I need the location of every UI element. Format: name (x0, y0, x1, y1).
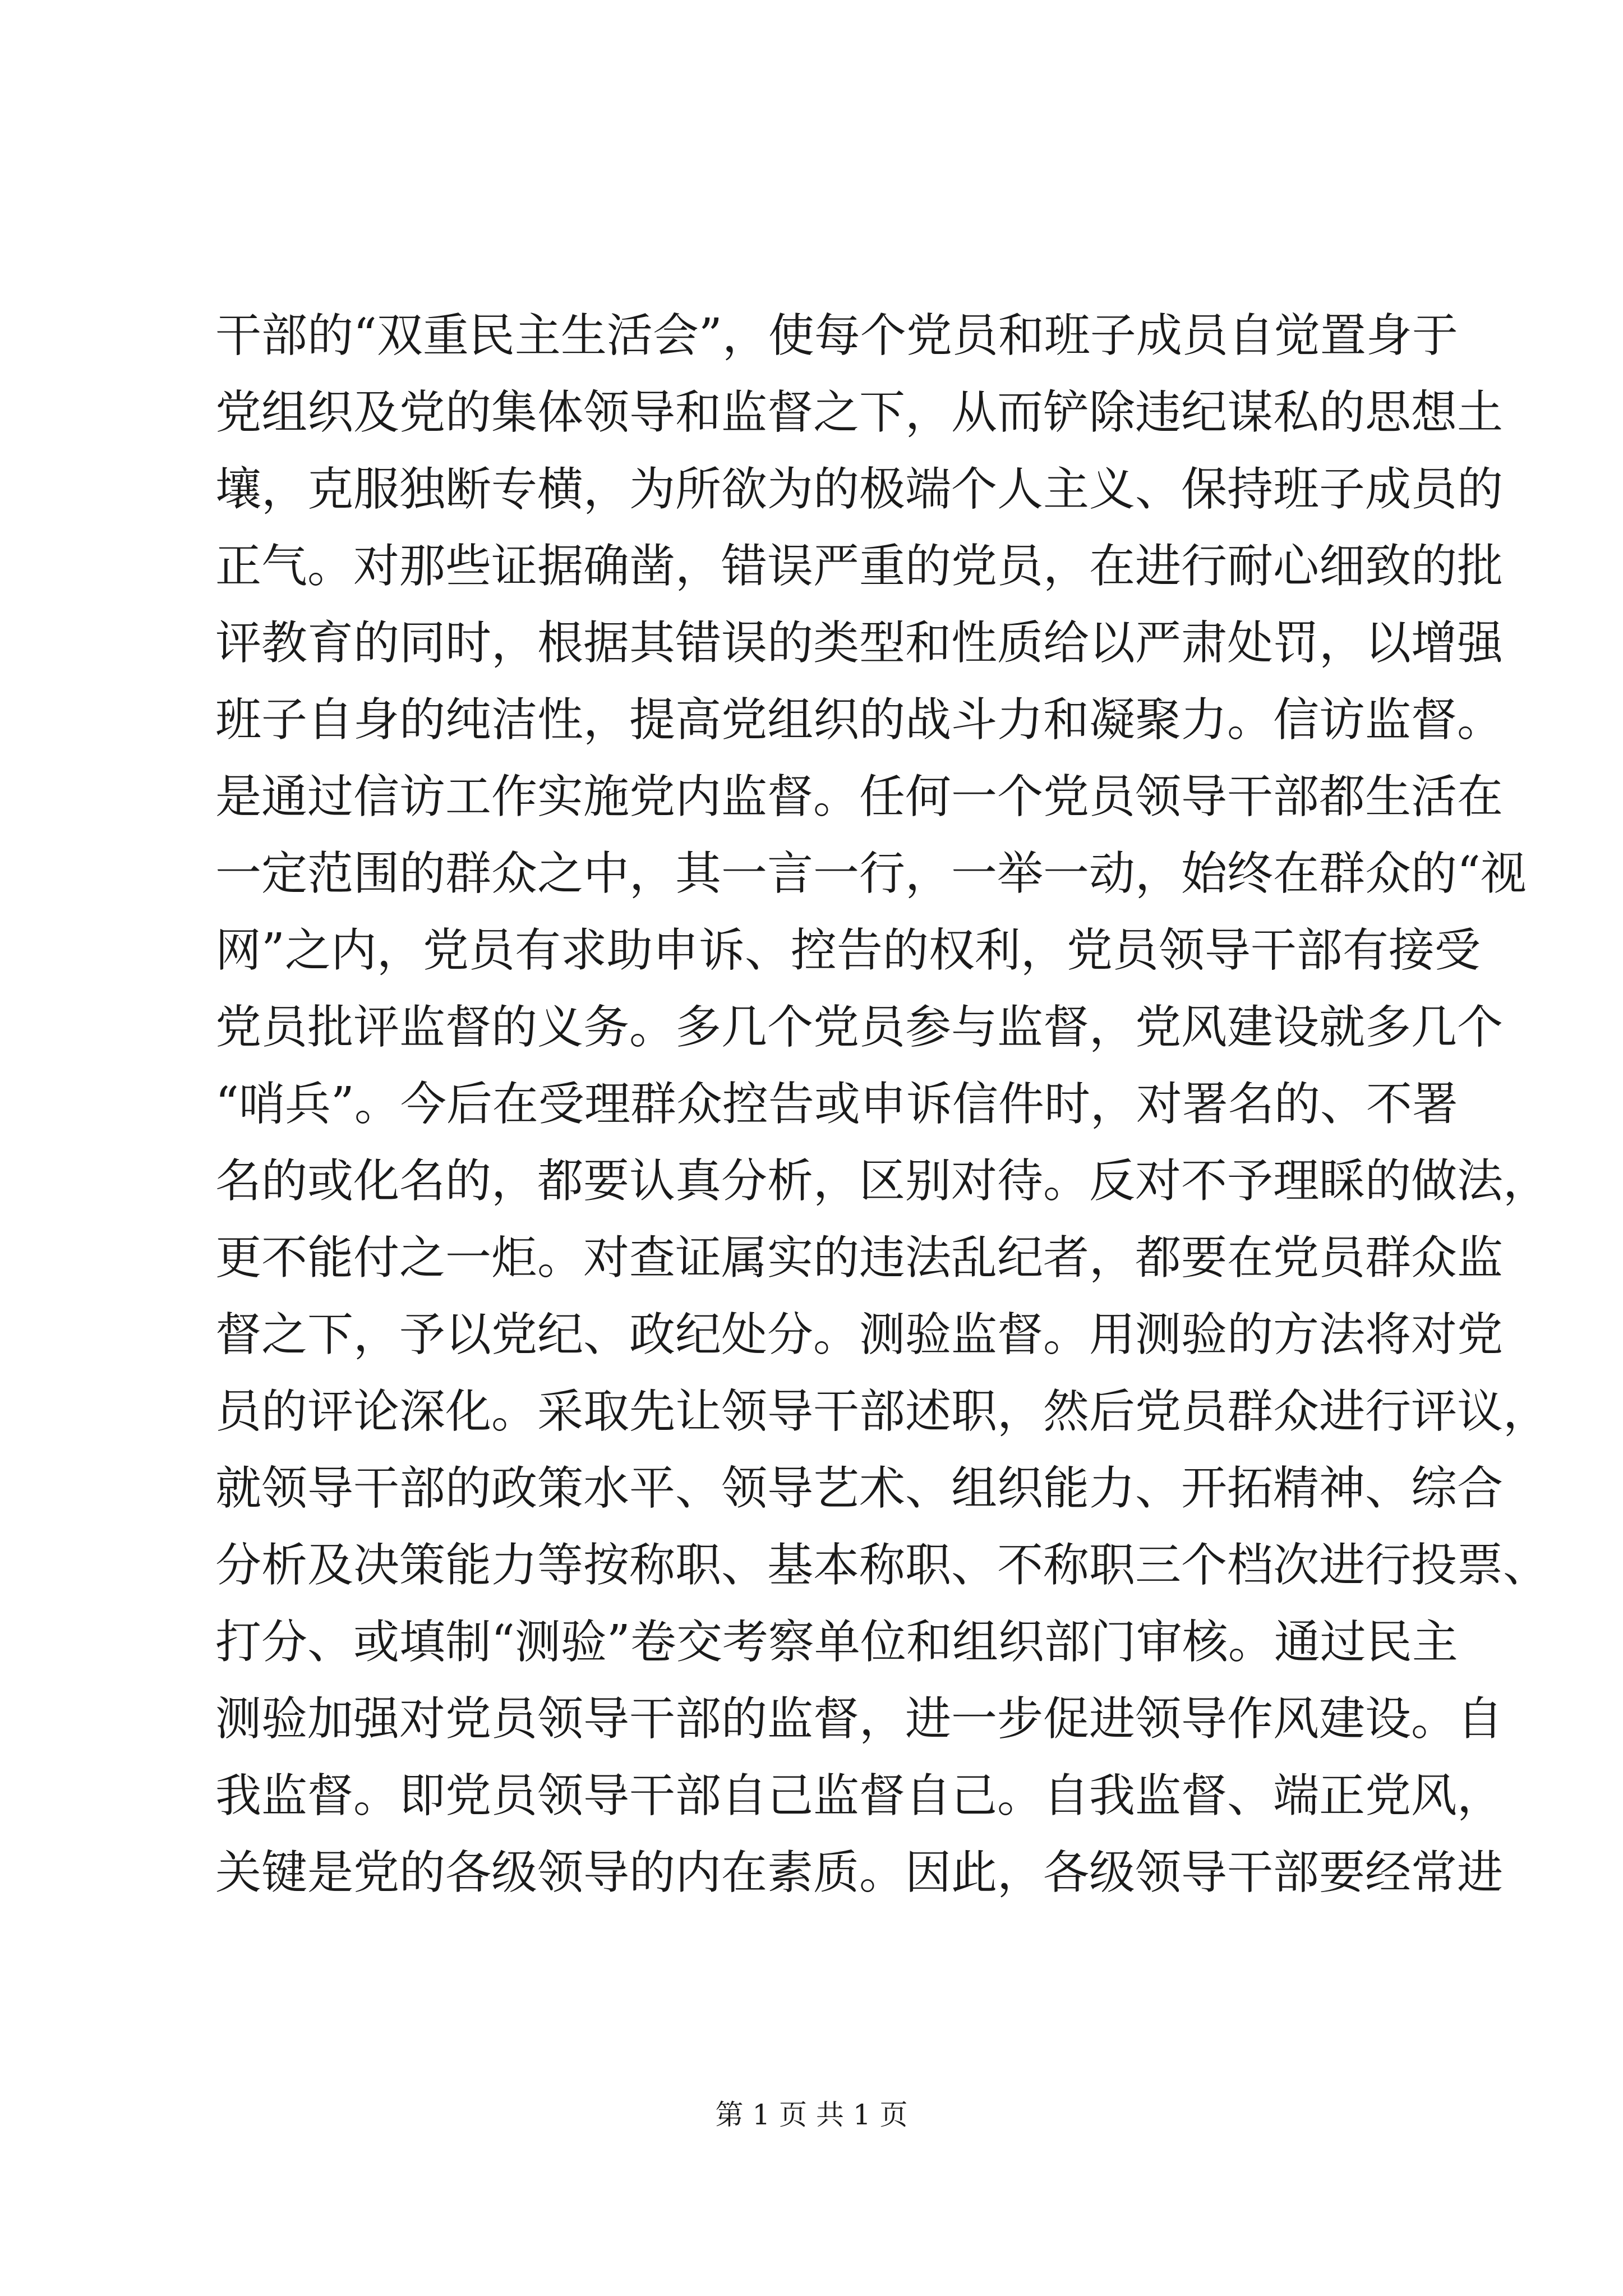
text-line-1: 干部的“双重民主生活会”，使每个党员和班子成员自觉置身于 (215, 309, 1458, 362)
text-line-12: 名的或化名的，都要认真分析，区别对待。反对不予理睬的做法， (215, 1154, 1550, 1208)
text-line-14: 督之下，予以党纪、政纪处分。测验监督。用测验的方法将对党 (215, 1308, 1504, 1361)
text-line-8: 一定范围的群众之中，其一言一行，一举一动，始终在群众的“视 (215, 847, 1527, 900)
text-line-20: 我监督。即党员领导干部自己监督自己。自我监督、端正党风， (215, 1769, 1504, 1823)
text-line-18: 打分、或填制“测验”卷交考察单位和组织部门审核。通过民主 (215, 1616, 1458, 1669)
text-line-9: 网”之内，党员有求助申诉、控告的权利，党员领导干部有接受 (215, 924, 1481, 977)
text-line-2: 党组织及党的集体领导和监督之下，从而铲除违纪谋私的思想土 (215, 386, 1504, 439)
text-line-10: 党员批评监督的义务。多几个党员参与监督，党风建设就多几个 (215, 1001, 1504, 1054)
text-line-21: 关键是党的各级领导的内在素质。因此，各级领导干部要经常进 (215, 1846, 1504, 1899)
text-line-6: 班子自身的纯洁性，提高党组织的战斗力和凝聚力。信访监督。 (215, 693, 1504, 747)
text-line-3: 壤，克服独断专横，为所欲为的极端个人主义、保持班子成员的 (215, 463, 1504, 516)
text-line-11: “哨兵”。今后在受理群众控告或申诉信件时，对署名的、不署 (215, 1078, 1458, 1131)
text-line-7: 是通过信访工作实施党内监督。任何一个党员领导干部都生活在 (215, 770, 1504, 823)
body-text (215, 297, 1550, 1911)
text-line-13: 更不能付之一炬。对查证属实的违法乱纪者，都要在党员群众监 (215, 1231, 1504, 1285)
page-footer: 第 1 页 共 1 页 (715, 2099, 908, 2131)
text-line-16: 就领导干部的政策水平、领导艺术、组织能力、开拓精神、综合 (215, 1462, 1504, 1515)
text-line-17: 分析及决策能力等按称职、基本称职、不称职三个档次进行投票、 (215, 1539, 1550, 1592)
text-line-4: 正气。对那些证据确凿，错误严重的党员，在进行耐心细致的批 (215, 540, 1504, 593)
text-line-15: 员的评论深化。采取先让领导干部述职，然后党员群众进行评议， (215, 1385, 1550, 1438)
text-line-19: 测验加强对党员领导干部的监督，进一步促进领导作风建设。自 (215, 1692, 1504, 1746)
text-line-5: 评教育的同时，根据其错误的类型和性质给以严肃处罚，以增强 (215, 616, 1504, 670)
